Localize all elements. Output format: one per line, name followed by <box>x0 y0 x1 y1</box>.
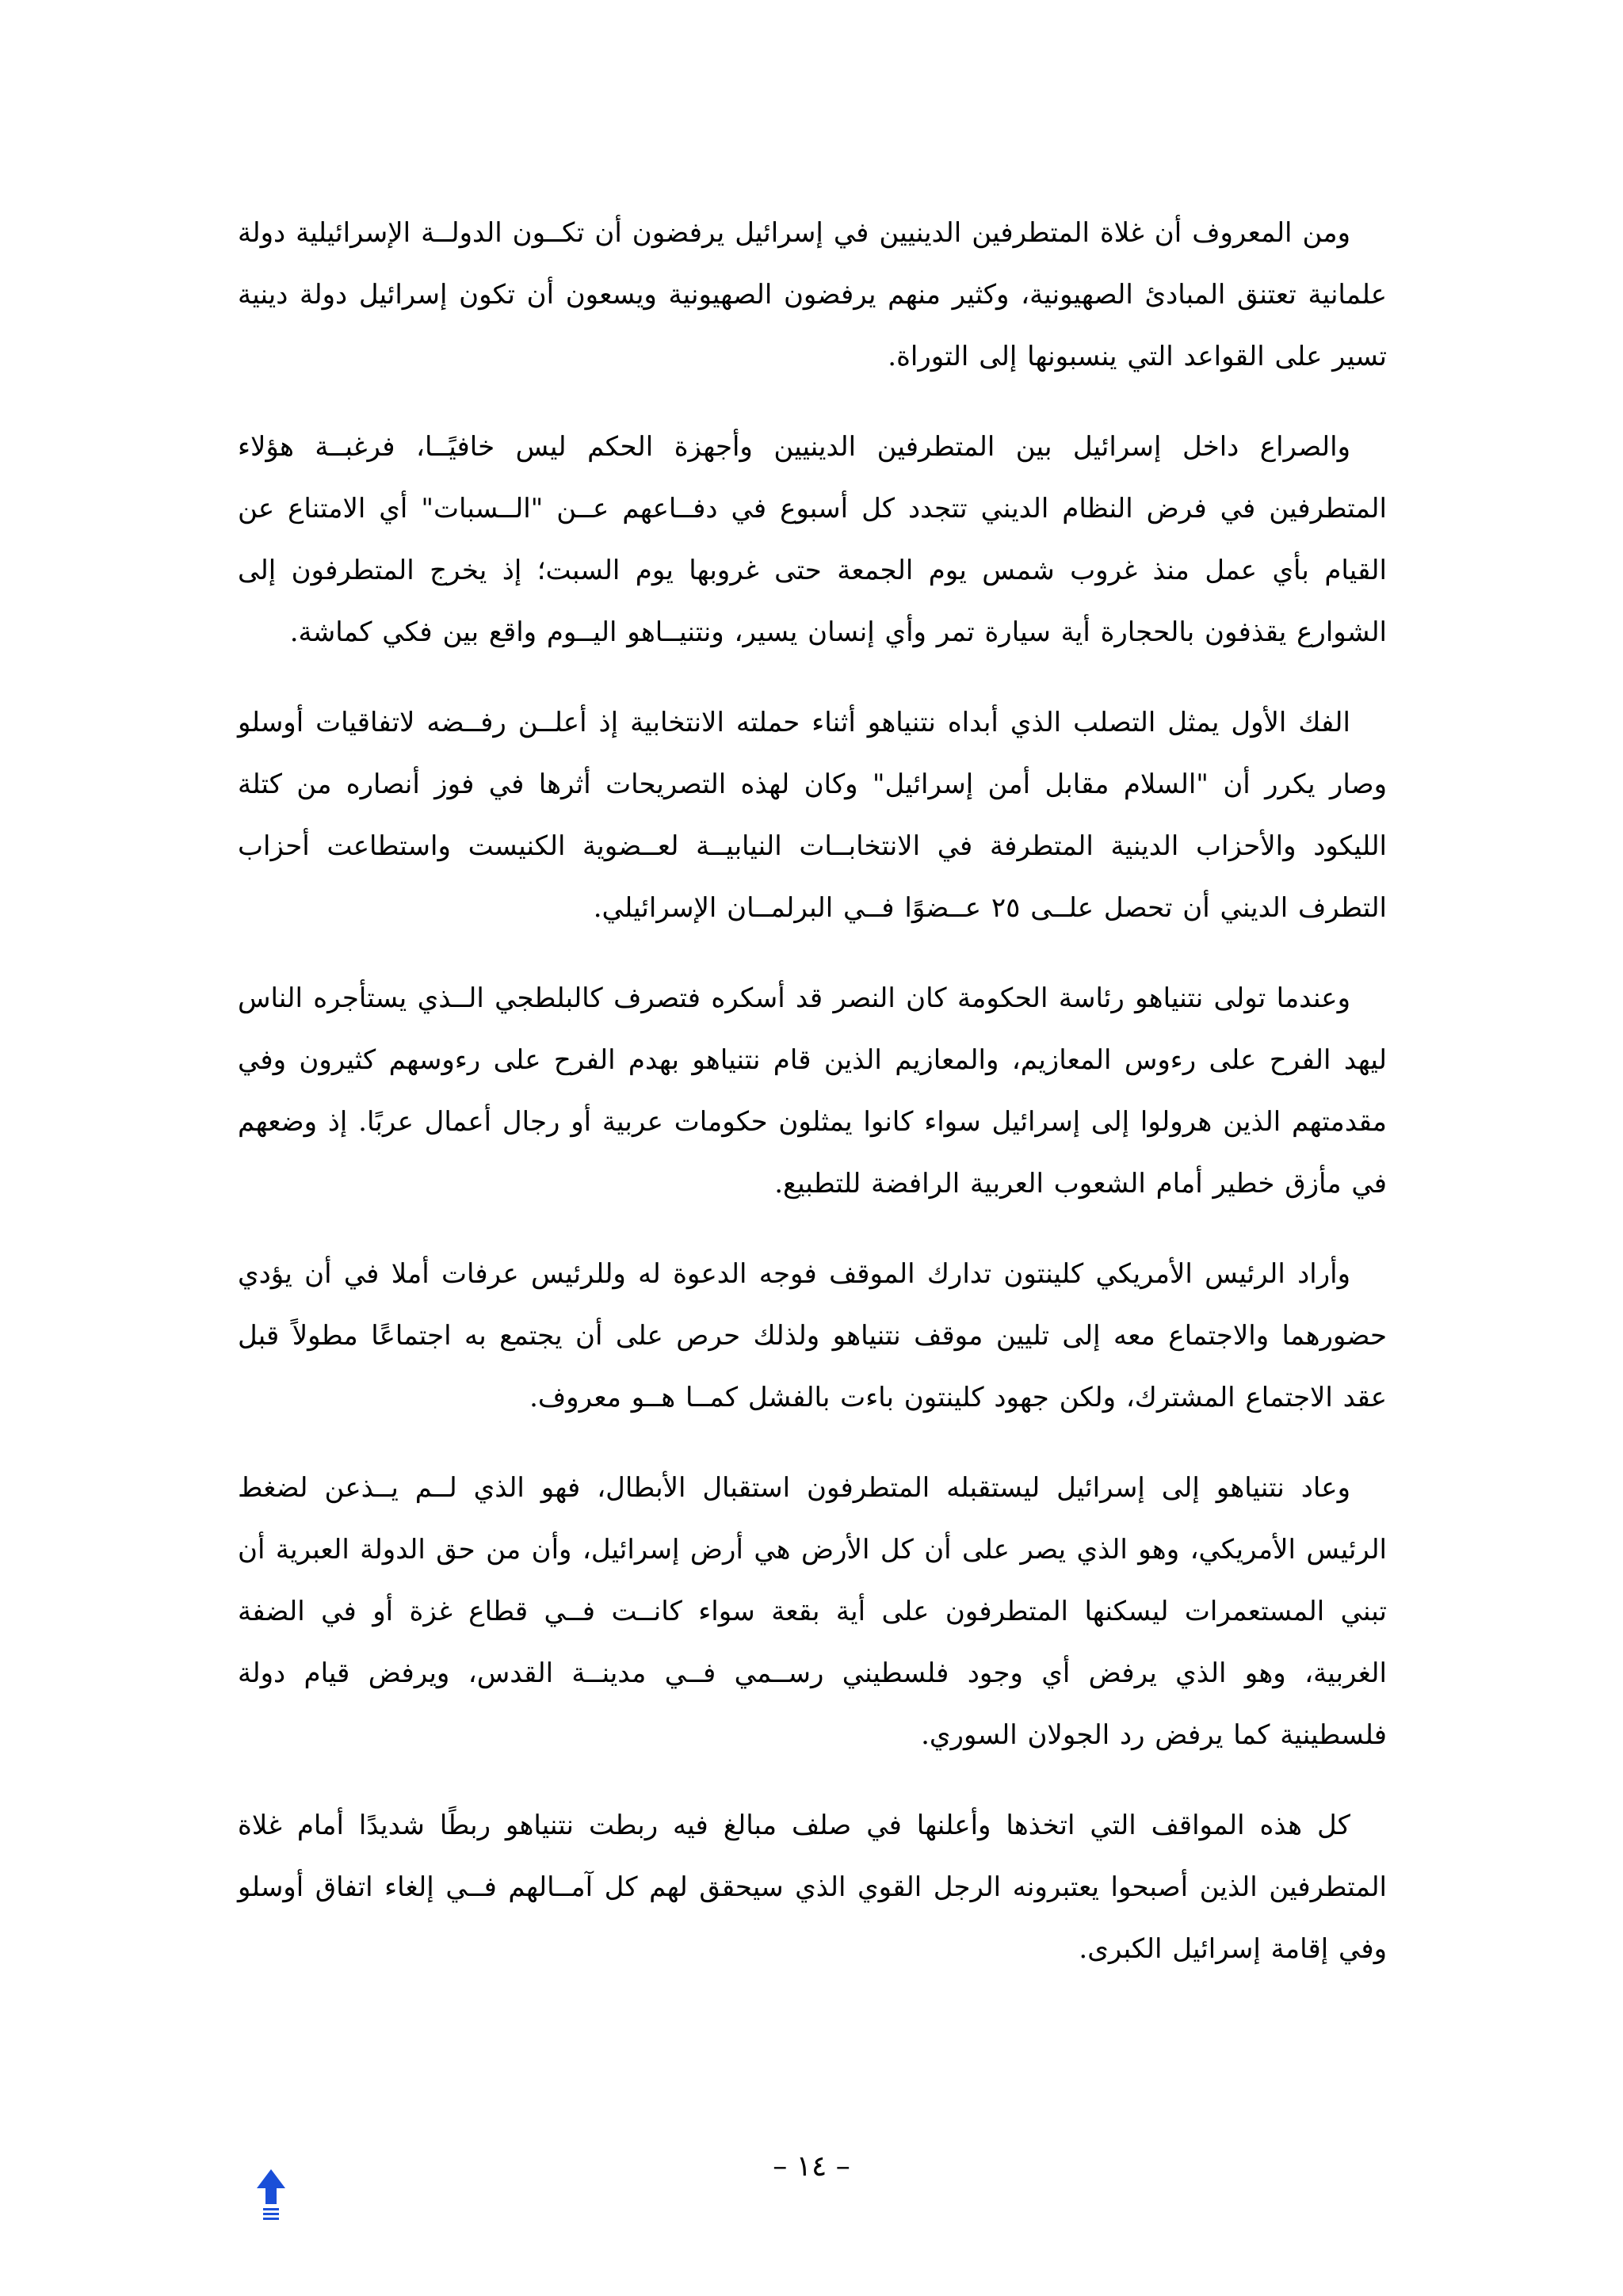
paragraph: كل هذه المواقف التي اتخذها وأعلنها في صلف مبالغ فيه ربطت نتنياهو ربطًا شديدًا أمام غلاة المتطرفين الذين أصبحوا يعتبرونه الرجل القوي الذي سيحقق لهم كل آمــالهم فــي إلغاء اتفاق أوسلو وفي إقامة إسرائيل الكبرى. <box>238 1810 1387 1965</box>
paragraph: وأراد الرئيس الأمريكي كلينتون تدارك الموقف فوجه الدعوة له وللرئيس عرفات أملا في أن يؤدي حضورهما والاجتماع معه إلى تليين موقف نتنياهو ولذلك حرص على أن يجتمع به اجتماعًا مطولاً قبل عقد الاجتماع المشترك، ولكن جهود كلينتون باءت بالفشل كمــا هــو معروف. <box>238 1258 1387 1413</box>
paragraph: وعاد نتنياهو إلى إسرائيل ليستقبله المتطرفون استقبال الأبطال، فهو الذي لــم يــذعن لضغط الرئيس الأمريكي، وهو الذي يصر على أن كل الأرض هي أرض إسرائيل، وأن من حق الدولة العبرية أن تبني المستعمرات ليسكنها المتطرفون على أية بقعة سواء كانــت فــي قطاع غزة أو في الضفة الغربية، وهو الذي يرفض أي وجود فلسطيني رســمي فــي مدينــة القدس، ويرفض قيام دولة فلسطينية كما يرفض رد الجولان السوري. <box>238 1472 1387 1751</box>
paragraph: وعندما تولى نتنياهو رئاسة الحكومة كان النصر قد أسكره فتصرف كالبلطجي الــذي يستأجره الناس ليهد الفرح على رءوس المعازيم، والمعازيم الذين قام نتنياهو بهدم الفرح على رءوسهم كثيرون وفي مقدمتهم الذين هرولوا إلى إسرائيل سواء كانوا يمثلون حكومات عربية أو رجال أعمال عربًا. إذ وضعهم في مأزق خطير أمام الشعوب العربية الرافضة للتطبيع. <box>238 982 1387 1199</box>
up-arrow-icon-svg <box>255 2168 287 2225</box>
up-arrow-icon[interactable] <box>255 2168 287 2225</box>
paragraph: الفك الأول يمثل التصلب الذي أبداه نتنياهو أثناء حملته الانتخابية إذ أعلــن رفــضه لاتفاقيات أوسلو وصار يكرر أن "السلام مقابل أمن إسرائيل" وكان لهذه التصريحات أثرها في فوز أنصاره من كتلة الليكود والأحزاب الدينية المتطرفة في الانتخابــات النيابيــة لعــضوية الكنيست واستطاعت أحزاب التطرف الديني أن تحصل علــى ٢٥ عــضوًا فــي البرلمــان الإسرائيلي. <box>238 707 1387 924</box>
paragraph: والصراع داخل إسرائيل بين المتطرفين الدينيين وأجهزة الحكم ليس خافيًــا، فرغبــة هؤلاء المتطرفين في فرض النظام الديني تتجدد كل أسبوع في دفــاعهم عــن "الــسبات" أي الامتناع عن القيام بأي عمل منذ غروب شمس يوم الجمعة حتى غروبها يوم السبت؛ إذ يخرج المتطرفون إلى الشوارع يقذفون بالحجارة أية سيارة تمر وأي إنسان يسير، ونتنيــاهو اليــوم واقع بين فكي كماشة. <box>238 431 1387 648</box>
paragraph: ومن المعروف أن غلاة المتطرفين الدينيين في إسرائيل يرفضون أن تكــون الدولــة الإسرائيلية دولة علمانية تعتنق المبادئ الصهيونية، وكثير منهم يرفضون الصهيونية ويسعون أن تكون إسرائيل دولة دينية تسير على القواعد التي ينسبونها إلى التوراة. <box>238 217 1387 372</box>
page-number: – ١٤ – <box>773 2150 850 2183</box>
document-body <box>238 202 1387 2008</box>
